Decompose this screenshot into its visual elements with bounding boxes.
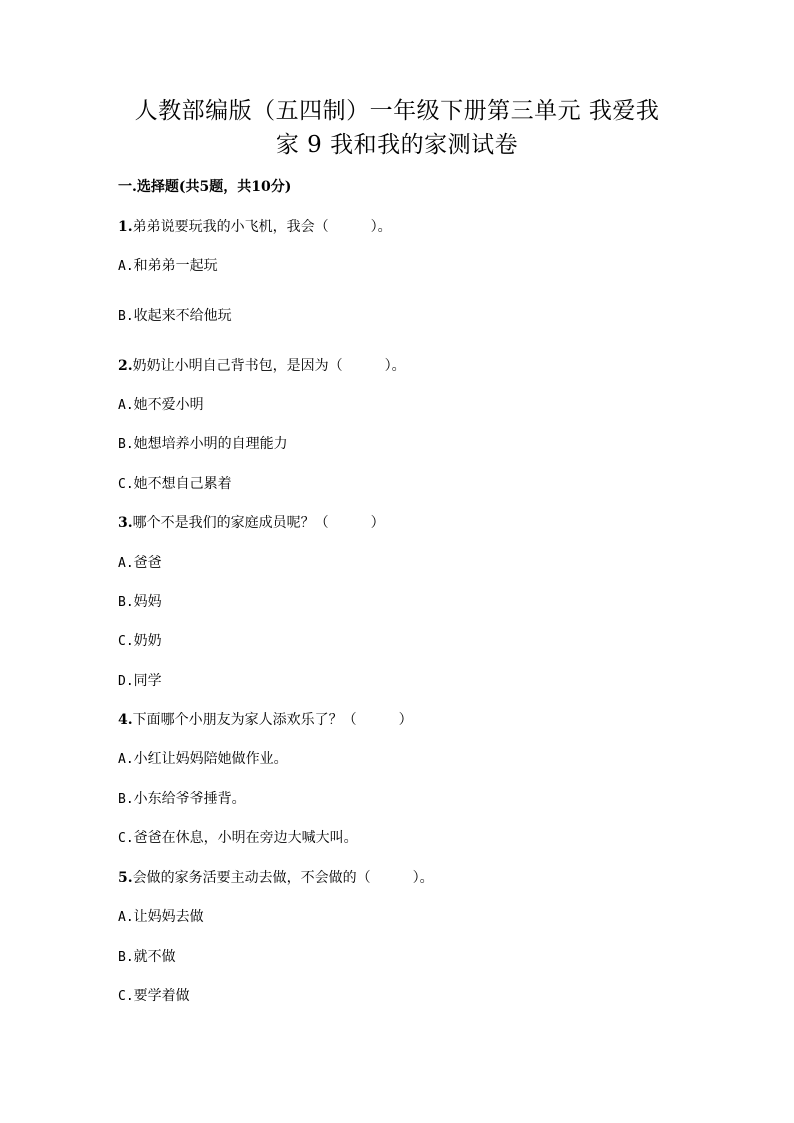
question-2-option-b (118, 434, 288, 455)
question-text: 奶奶让小明自己背书包，是因为（ ）。 (132, 358, 406, 374)
question-2-option-a (118, 395, 204, 416)
option-letter: A. (118, 752, 134, 767)
option-text: 她想培养小明的自理能力 (133, 436, 288, 452)
question-1-option-a (118, 256, 218, 277)
question-1 (118, 217, 392, 237)
question-number: 5. (118, 870, 133, 886)
option-letter: B. (118, 309, 134, 324)
question-5 (118, 868, 434, 888)
question-3 (118, 513, 385, 533)
option-text: 爸爸 (133, 555, 162, 571)
option-text: 爸爸在休息，小明在旁边大喊大叫。 (133, 830, 358, 846)
question-number: 3. (118, 515, 133, 531)
option-text: 奶奶 (133, 633, 162, 649)
question-5-option-b (118, 947, 176, 968)
question-4-option-c (118, 828, 358, 849)
option-letter: C. (118, 831, 134, 846)
option-letter: C. (118, 477, 134, 492)
option-text: 收起来不给他玩 (133, 308, 232, 324)
option-letter: A. (118, 910, 134, 925)
option-text: 让妈妈去做 (133, 909, 204, 925)
option-text: 小东给爷爷捶背。 (133, 791, 246, 807)
question-text: 哪个不是我们的家庭成员呢？（ ） (132, 515, 385, 531)
option-letter: B. (118, 595, 134, 610)
option-text: 同学 (133, 673, 162, 689)
option-text: 和弟弟一起玩 (133, 258, 218, 274)
question-number: 2. (118, 358, 133, 374)
option-letter: A. (118, 556, 134, 571)
question-1-option-b (118, 306, 232, 327)
question-text: 弟弟说要玩我的小飞机，我会（ ）。 (132, 219, 392, 235)
question-3-option-d (118, 671, 162, 692)
question-5-option-a (118, 907, 204, 928)
page-title-line-2: 家 9 我和我的家测试卷 (275, 132, 519, 158)
option-letter: A. (118, 398, 134, 413)
question-text: 下面哪个小朋友为家人添欢乐了？（ ） (132, 712, 413, 728)
question-2-option-c (118, 474, 232, 495)
option-text: 就不做 (133, 949, 176, 965)
question-3-option-a (118, 553, 162, 574)
question-number: 4. (118, 712, 133, 728)
option-text: 她不爱小明 (133, 397, 204, 413)
question-3-option-b (118, 592, 162, 613)
option-text: 她不想自己累着 (133, 476, 232, 492)
option-letter: C. (118, 989, 134, 1004)
option-letter: B. (118, 950, 134, 965)
option-letter: A. (118, 259, 134, 274)
question-4 (118, 710, 413, 730)
option-text: 小红让妈妈陪她做作业。 (133, 751, 288, 767)
option-letter: D. (118, 674, 134, 689)
option-letter: B. (118, 437, 134, 452)
option-letter: C. (118, 634, 134, 649)
option-text: 妈妈 (133, 594, 162, 610)
option-letter: B. (118, 792, 134, 807)
question-number: 1. (118, 219, 133, 235)
question-4-option-a (118, 749, 288, 770)
option-text: 要学着做 (133, 988, 190, 1004)
question-2 (118, 356, 406, 376)
question-5-option-c (118, 986, 190, 1007)
section-heading: 一.选择题(共5题，共10分) (118, 179, 292, 195)
page-title-line-1: 人教部编版（五四制）一年级下册第三单元 我爱我 (134, 98, 660, 124)
question-3-option-c (118, 631, 162, 652)
question-text: 会做的家务活要主动去做，不会做的（ ）。 (132, 870, 434, 886)
question-4-option-b (118, 789, 246, 810)
